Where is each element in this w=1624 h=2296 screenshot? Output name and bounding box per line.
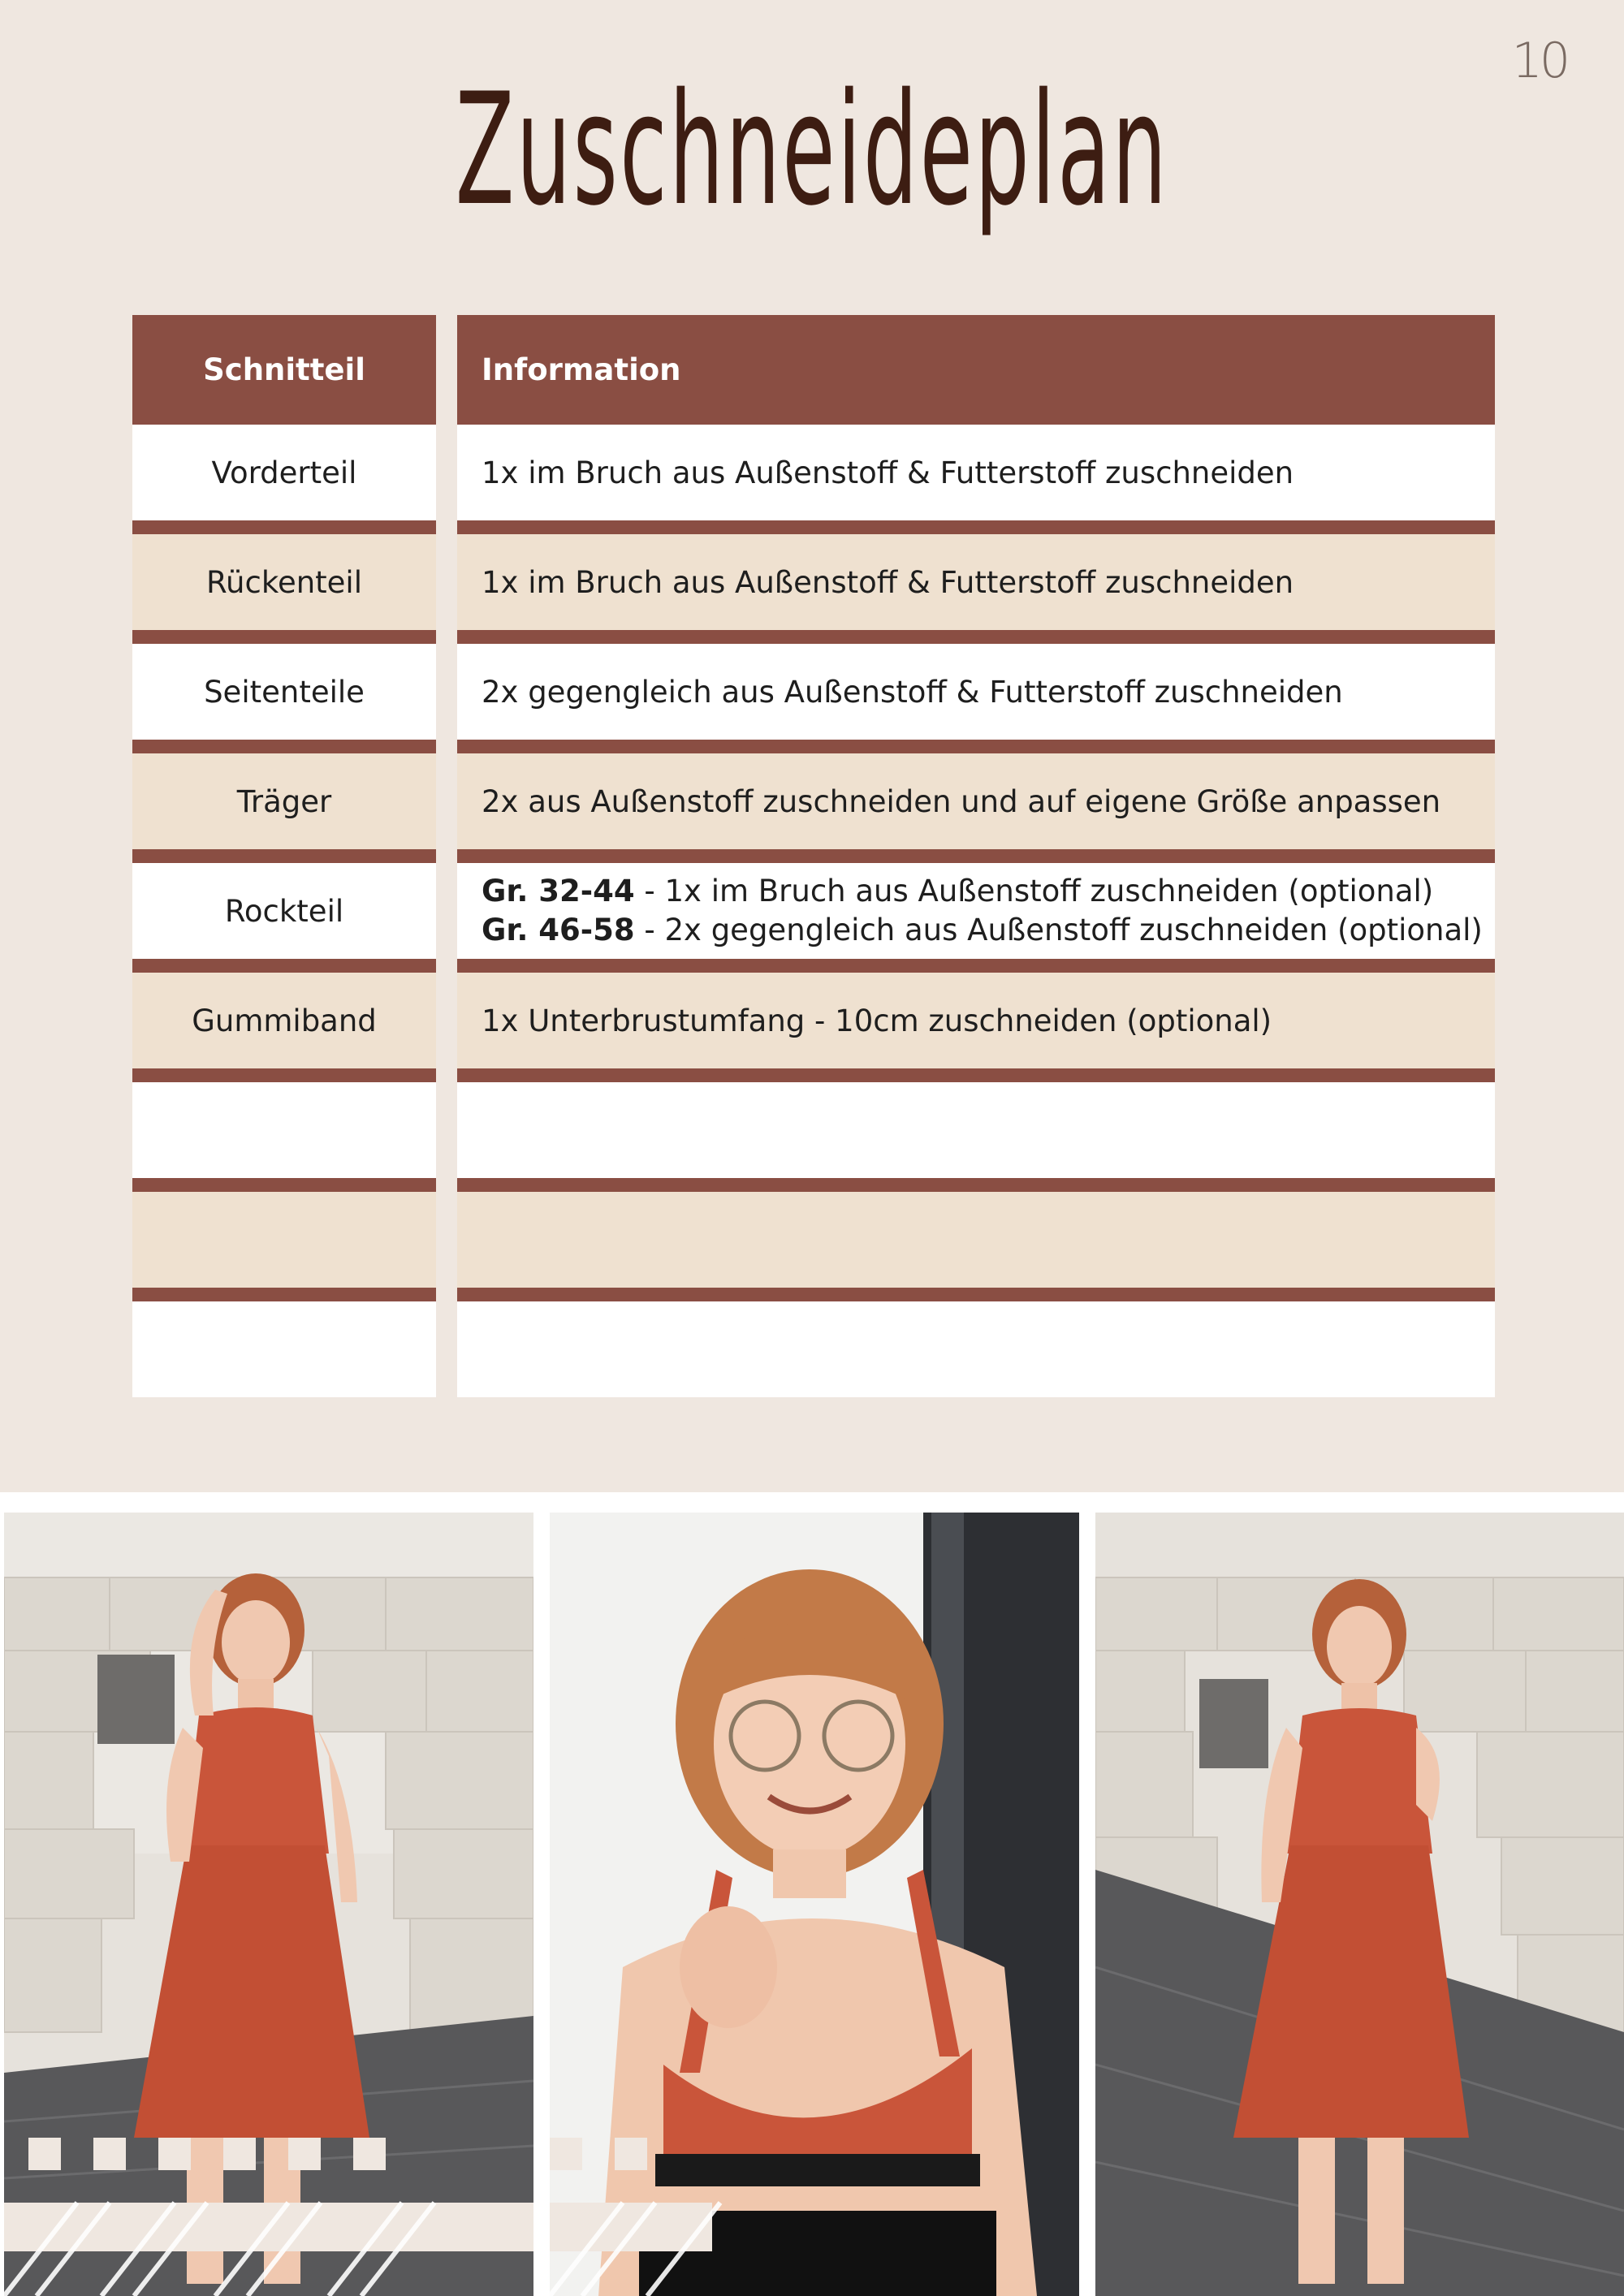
part-cell: Rockteil <box>132 863 436 959</box>
page-number: 10 <box>1511 32 1567 89</box>
header-info: Information <box>457 315 1495 425</box>
table-header <box>132 315 1495 425</box>
header-part: Schnitteil <box>132 315 436 425</box>
row-divider <box>457 630 1495 644</box>
info-line <box>482 911 1483 950</box>
row-divider <box>457 959 1495 973</box>
page-title: Zuschneideplan <box>455 60 1169 240</box>
row-divider <box>457 520 1495 534</box>
table-row <box>132 1082 1495 1192</box>
photo-full-body-right <box>1095 1513 1624 2296</box>
part-cell: Gummiband <box>132 973 436 1068</box>
info-cell <box>457 1082 1495 1178</box>
row-divider <box>457 1288 1495 1301</box>
row-divider <box>457 1068 1495 1082</box>
table-row <box>132 534 1495 644</box>
info-cell: 1x Unterbrustumfang - 10cm zuschneiden (optional) <box>457 973 1495 1068</box>
table-row <box>132 973 1495 1082</box>
part-cell: Seitenteile <box>132 644 436 740</box>
row-divider <box>457 849 1495 863</box>
row-divider <box>132 959 436 973</box>
size-range: Gr. 32-44 <box>482 873 635 908</box>
row-divider <box>132 520 436 534</box>
row-divider <box>132 740 436 753</box>
part-cell <box>132 1301 436 1397</box>
row-divider <box>132 1178 436 1192</box>
row-divider <box>132 630 436 644</box>
part-cell: Träger <box>132 753 436 849</box>
cutting-table <box>132 315 1495 1411</box>
part-cell: Rückenteil <box>132 534 436 630</box>
info-text: - 1x im Bruch aus Außenstoff zuschneiden (optional) <box>634 873 1434 908</box>
table-row <box>132 753 1495 863</box>
row-divider <box>132 1288 436 1301</box>
photo-gallery <box>0 1492 1624 2296</box>
info-text: - 2x gegengleich aus Außenstoff zuschneiden (optional) <box>634 913 1483 947</box>
info-line <box>482 872 1433 911</box>
info-cell <box>457 863 1495 959</box>
part-cell <box>132 1082 436 1178</box>
info-cell: 1x im Bruch aus Außenstoff & Futterstoff zuschneiden <box>457 425 1495 520</box>
info-cell <box>457 1301 1495 1397</box>
part-cell <box>132 1192 436 1288</box>
photo-closeup-middle <box>550 1513 1079 2296</box>
info-cell <box>457 1192 1495 1288</box>
row-divider <box>132 1068 436 1082</box>
row-divider <box>457 1178 1495 1192</box>
table-row <box>132 425 1495 534</box>
table-row <box>132 1192 1495 1301</box>
size-range: Gr. 46-58 <box>482 913 635 947</box>
info-cell: 1x im Bruch aus Außenstoff & Futterstoff zuschneiden <box>457 534 1495 630</box>
info-cell: 2x gegengleich aus Außenstoff & Futterstoff zuschneiden <box>457 644 1495 740</box>
table-row <box>132 644 1495 753</box>
part-cell: Vorderteil <box>132 425 436 520</box>
row-divider <box>457 740 1495 753</box>
photo-full-body-left <box>4 1513 533 2296</box>
row-divider <box>132 849 436 863</box>
info-cell: 2x aus Außenstoff zuschneiden und auf eigene Größe anpassen <box>457 753 1495 849</box>
table-row <box>132 1301 1495 1411</box>
table-row <box>132 863 1495 973</box>
